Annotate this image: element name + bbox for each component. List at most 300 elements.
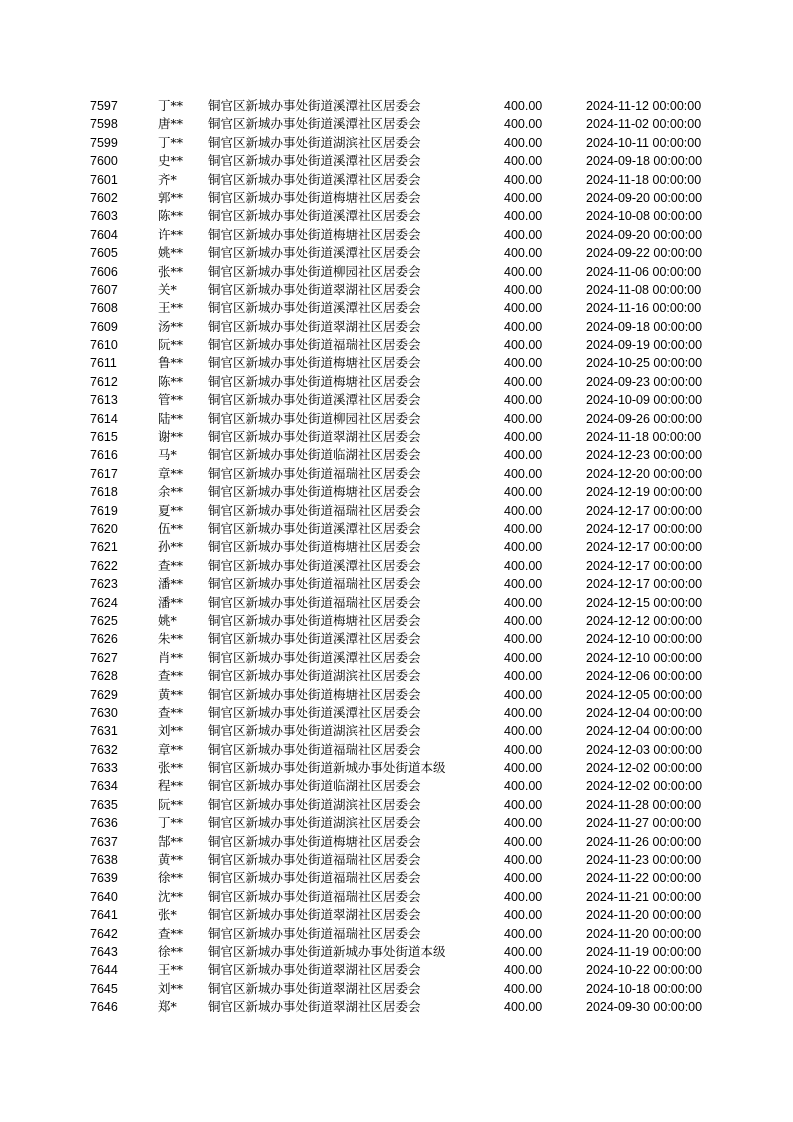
amount: 400.00 [504, 521, 543, 536]
person-name: 查** [158, 704, 184, 720]
record-id: 7608 [90, 301, 118, 316]
date-time: 2024-12-06 00:00:00 [586, 669, 703, 684]
amount: 400.00 [504, 816, 543, 831]
amount: 400.00 [504, 99, 543, 113]
table-row [0, 189, 793, 207]
organization: 铜官区新城办事处街道临湖社区居委会 [208, 447, 421, 463]
table-row [0, 152, 793, 170]
organization: 铜官区新城办事处街道翠湖社区居委会 [208, 429, 421, 445]
record-id: 7618 [90, 485, 118, 500]
organization: 铜官区新城办事处街道福瑞社区居委会 [208, 741, 421, 757]
amount: 400.00 [504, 411, 543, 426]
date-time: 2024-12-17 00:00:00 [586, 540, 703, 555]
date-time: 2024-11-20 00:00:00 [586, 908, 702, 923]
date-time: 2024-12-17 00:00:00 [586, 521, 703, 536]
table-row [0, 318, 793, 336]
amount: 400.00 [504, 209, 543, 224]
table-row [0, 244, 793, 262]
amount: 400.00 [504, 227, 543, 242]
table-row [0, 594, 793, 612]
organization: 铜官区新城办事处街道溪潭社区居委会 [208, 631, 421, 647]
organization: 铜官区新城办事处街道溪潭社区居委会 [208, 392, 421, 408]
table-row [0, 630, 793, 648]
date-time: 2024-12-04 00:00:00 [586, 705, 703, 720]
organization: 铜官区新城办事处街道梅塘社区居委会 [208, 833, 421, 849]
organization: 铜官区新城办事处街道福瑞社区居委会 [208, 888, 421, 904]
record-id: 7635 [90, 797, 118, 812]
record-id: 7645 [90, 981, 118, 996]
amount: 400.00 [504, 190, 543, 205]
table-row [0, 97, 793, 115]
date-time: 2024-09-18 00:00:00 [586, 154, 703, 169]
table-row [0, 115, 793, 133]
table-row [0, 814, 793, 832]
record-id: 7613 [90, 393, 118, 408]
amount: 400.00 [504, 595, 543, 610]
record-id: 7624 [90, 595, 118, 610]
table-row [0, 704, 793, 722]
amount: 400.00 [504, 448, 543, 463]
amount: 400.00 [504, 540, 543, 555]
table-row [0, 869, 793, 887]
date-time: 2024-11-26 00:00:00 [586, 834, 702, 849]
table-row [0, 851, 793, 869]
organization: 铜官区新城办事处街道梅塘社区居委会 [208, 355, 421, 371]
amount: 400.00 [504, 430, 543, 445]
person-name: 余** [158, 484, 184, 500]
date-time: 2024-12-10 00:00:00 [586, 632, 703, 647]
person-name: 肖** [158, 649, 184, 665]
organization: 铜官区新城办事处街道湖滨社区居委会 [208, 134, 421, 150]
amount: 400.00 [504, 724, 543, 739]
record-id: 7607 [90, 282, 118, 297]
record-id: 7620 [90, 521, 118, 536]
organization: 铜官区新城办事处街道梅塘社区居委会 [208, 539, 421, 555]
organization: 铜官区新城办事处街道翠湖社区居委会 [208, 999, 421, 1015]
date-time: 2024-11-28 00:00:00 [586, 797, 702, 812]
amount: 400.00 [504, 889, 543, 904]
organization: 铜官区新城办事处街道溪潭社区居委会 [208, 245, 421, 261]
person-name: 史** [158, 153, 184, 169]
record-id: 7640 [90, 889, 118, 904]
table-row [0, 483, 793, 501]
person-name: 姚* [158, 612, 177, 628]
date-time: 2024-10-09 00:00:00 [586, 393, 703, 408]
date-time: 2024-12-19 00:00:00 [586, 485, 703, 500]
date-time: 2024-12-02 00:00:00 [586, 761, 703, 776]
amount: 400.00 [504, 908, 543, 923]
date-time: 2024-11-21 00:00:00 [586, 889, 702, 904]
amount: 400.00 [504, 264, 543, 279]
organization: 铜官区新城办事处街道柳园社区居委会 [208, 263, 421, 279]
person-name: 王** [158, 962, 184, 978]
amount: 400.00 [504, 632, 543, 647]
organization: 铜官区新城办事处街道溪潭社区居委会 [208, 300, 421, 316]
amount: 400.00 [504, 338, 543, 353]
record-id: 7629 [90, 687, 118, 702]
person-name: 章** [158, 465, 184, 481]
person-name: 查** [158, 557, 184, 573]
date-time: 2024-12-17 00:00:00 [586, 503, 703, 518]
record-id: 7616 [90, 448, 118, 463]
organization: 铜官区新城办事处街道湖滨社区居委会 [208, 723, 421, 739]
table-row [0, 961, 793, 979]
record-id: 7622 [90, 558, 118, 573]
date-time: 2024-10-18 00:00:00 [586, 981, 703, 996]
table-row [0, 538, 793, 556]
amount: 400.00 [504, 503, 543, 518]
date-time: 2024-09-26 00:00:00 [586, 411, 703, 426]
table-row [0, 281, 793, 299]
amount: 400.00 [504, 577, 543, 592]
table-row [0, 263, 793, 281]
table-row [0, 667, 793, 685]
date-time: 2024-12-15 00:00:00 [586, 595, 703, 610]
table-row [0, 649, 793, 667]
person-name: 陈** [158, 373, 184, 389]
amount: 400.00 [504, 319, 543, 334]
record-id: 7625 [90, 613, 118, 628]
record-id: 7633 [90, 761, 118, 776]
amount: 400.00 [504, 797, 543, 812]
person-name: 张** [158, 263, 184, 279]
table-row [0, 354, 793, 372]
organization: 铜官区新城办事处街道梅塘社区居委会 [208, 612, 421, 628]
person-name: 关* [158, 281, 177, 297]
organization: 铜官区新城办事处街道溪潭社区居委会 [208, 116, 421, 132]
person-name: 齐* [158, 171, 177, 187]
date-time: 2024-12-04 00:00:00 [586, 724, 703, 739]
person-name: 黄** [158, 686, 184, 702]
table-row [0, 925, 793, 943]
organization: 铜官区新城办事处街道福瑞社区居委会 [208, 594, 421, 610]
organization: 铜官区新城办事处街道福瑞社区居委会 [208, 852, 421, 868]
organization: 铜官区新城办事处街道福瑞社区居委会 [208, 576, 421, 592]
table-row [0, 943, 793, 961]
person-name: 查** [158, 925, 184, 941]
person-name: 朱** [158, 631, 184, 647]
amount: 400.00 [504, 1000, 543, 1015]
person-name: 丁** [158, 815, 184, 831]
amount: 400.00 [504, 466, 543, 481]
person-name: 沈** [158, 888, 184, 904]
amount: 400.00 [504, 558, 543, 573]
person-name: 马* [158, 447, 177, 463]
record-id: 7606 [90, 264, 118, 279]
table-row [0, 686, 793, 704]
date-time: 2024-12-23 00:00:00 [586, 448, 703, 463]
date-time: 2024-10-25 00:00:00 [586, 356, 703, 371]
amount: 400.00 [504, 374, 543, 389]
person-name: 管** [158, 392, 184, 408]
record-id: 7604 [90, 227, 118, 242]
record-id: 7621 [90, 540, 118, 555]
table-row [0, 428, 793, 446]
amount: 400.00 [504, 485, 543, 500]
table-row [0, 998, 793, 1016]
person-name: 姚** [158, 245, 184, 261]
record-id: 7642 [90, 926, 118, 941]
record-id: 7612 [90, 374, 118, 389]
table-row [0, 373, 793, 391]
organization: 铜官区新城办事处街道溪潭社区居委会 [208, 520, 421, 536]
person-name: 谢** [158, 429, 184, 445]
organization: 铜官区新城办事处街道翠湖社区居委会 [208, 281, 421, 297]
table-row [0, 557, 793, 575]
amount: 400.00 [504, 282, 543, 297]
record-id: 7634 [90, 779, 118, 794]
record-id: 7617 [90, 466, 118, 481]
record-id: 7603 [90, 209, 118, 224]
person-name: 刘** [158, 723, 184, 739]
date-time: 2024-11-27 00:00:00 [586, 816, 702, 831]
amount: 400.00 [504, 926, 543, 941]
record-id: 7615 [90, 430, 118, 445]
date-time: 2024-09-19 00:00:00 [586, 338, 703, 353]
organization: 铜官区新城办事处街道福瑞社区居委会 [208, 337, 421, 353]
organization: 铜官区新城办事处街道新城办事处街道本级 [208, 943, 446, 959]
organization: 铜官区新城办事处街道湖滨社区居委会 [208, 668, 421, 684]
record-id: 7637 [90, 834, 118, 849]
record-id: 7614 [90, 411, 118, 426]
organization: 铜官区新城办事处街道翠湖社区居委会 [208, 962, 421, 978]
person-name: 查** [158, 668, 184, 684]
organization: 铜官区新城办事处街道临湖社区居委会 [208, 778, 421, 794]
person-name: 汤** [158, 318, 184, 334]
organization: 铜官区新城办事处街道梅塘社区居委会 [208, 686, 421, 702]
organization: 铜官区新城办事处街道梅塘社区居委会 [208, 373, 421, 389]
amount: 400.00 [504, 981, 543, 996]
organization: 铜官区新城办事处街道翠湖社区居委会 [208, 318, 421, 334]
table-row [0, 336, 793, 354]
organization: 铜官区新城办事处街道溪潭社区居委会 [208, 171, 421, 187]
record-id: 7598 [90, 117, 118, 132]
date-time: 2024-10-08 00:00:00 [586, 209, 703, 224]
organization: 铜官区新城办事处街道柳园社区居委会 [208, 410, 421, 426]
organization: 铜官区新城办事处街道福瑞社区居委会 [208, 465, 421, 481]
amount: 400.00 [504, 944, 543, 959]
table-row [0, 833, 793, 851]
record-id: 7623 [90, 577, 118, 592]
amount: 400.00 [504, 613, 543, 628]
table-row [0, 741, 793, 759]
date-time: 2024-11-22 00:00:00 [586, 871, 702, 886]
date-time: 2024-12-03 00:00:00 [586, 742, 703, 757]
table-row [0, 207, 793, 225]
amount: 400.00 [504, 117, 543, 132]
date-time: 2024-11-16 00:00:00 [586, 301, 702, 316]
date-time: 2024-09-22 00:00:00 [586, 246, 703, 261]
person-name: 许** [158, 226, 184, 242]
table-row [0, 888, 793, 906]
date-time: 2024-12-17 00:00:00 [586, 558, 703, 573]
person-name: 阮** [158, 337, 184, 353]
date-time: 2024-11-23 00:00:00 [586, 853, 702, 868]
amount: 400.00 [504, 669, 543, 684]
record-id: 7609 [90, 319, 118, 334]
person-name: 张** [158, 760, 184, 776]
record-id: 7632 [90, 742, 118, 757]
record-id: 7628 [90, 669, 118, 684]
date-time: 2024-12-10 00:00:00 [586, 650, 703, 665]
date-time: 2024-11-18 00:00:00 [586, 172, 702, 187]
date-time: 2024-12-20 00:00:00 [586, 466, 703, 481]
date-time: 2024-09-18 00:00:00 [586, 319, 703, 334]
organization: 铜官区新城办事处街道翠湖社区居委会 [208, 907, 421, 923]
person-name: 郑* [158, 999, 177, 1015]
amount: 400.00 [504, 834, 543, 849]
organization: 铜官区新城办事处街道湖滨社区居委会 [208, 796, 421, 812]
record-id: 7597 [90, 99, 118, 113]
record-id: 7627 [90, 650, 118, 665]
person-name: 徐** [158, 870, 184, 886]
date-time: 2024-09-20 00:00:00 [586, 190, 703, 205]
record-id: 7638 [90, 853, 118, 868]
table-row [0, 575, 793, 593]
person-name: 伍** [158, 520, 184, 536]
date-time: 2024-10-22 00:00:00 [586, 963, 703, 978]
organization: 铜官区新城办事处街道湖滨社区居委会 [208, 815, 421, 831]
organization: 铜官区新城办事处街道翠湖社区居委会 [208, 980, 421, 996]
amount: 400.00 [504, 393, 543, 408]
person-name: 潘** [158, 594, 184, 610]
organization: 铜官区新城办事处街道溪潭社区居委会 [208, 649, 421, 665]
person-name: 阮** [158, 796, 184, 812]
person-name: 丁** [158, 98, 184, 113]
person-name: 郜** [158, 833, 184, 849]
amount: 400.00 [504, 154, 543, 169]
person-name: 夏** [158, 502, 184, 518]
organization: 铜官区新城办事处街道福瑞社区居委会 [208, 925, 421, 941]
person-name: 孙** [158, 539, 184, 555]
amount: 400.00 [504, 742, 543, 757]
amount: 400.00 [504, 650, 543, 665]
date-time: 2024-10-11 00:00:00 [586, 135, 702, 150]
record-id: 7601 [90, 172, 118, 187]
person-name: 黄** [158, 852, 184, 868]
person-name: 徐** [158, 943, 184, 959]
amount: 400.00 [504, 172, 543, 187]
person-name: 章** [158, 741, 184, 757]
date-time: 2024-09-30 00:00:00 [586, 1000, 703, 1015]
amount: 400.00 [504, 705, 543, 720]
record-id: 7636 [90, 816, 118, 831]
record-id: 7599 [90, 135, 118, 150]
amount: 400.00 [504, 135, 543, 150]
date-time: 2024-12-12 00:00:00 [586, 613, 703, 628]
record-id: 7626 [90, 632, 118, 647]
organization: 铜官区新城办事处街道溪潭社区居委会 [208, 704, 421, 720]
date-time: 2024-11-12 00:00:00 [586, 99, 702, 113]
person-name: 程** [158, 778, 184, 794]
record-id: 7643 [90, 944, 118, 959]
organization: 铜官区新城办事处街道溪潭社区居委会 [208, 153, 421, 169]
table-row [0, 612, 793, 630]
record-id: 7619 [90, 503, 118, 518]
amount: 400.00 [504, 963, 543, 978]
amount: 400.00 [504, 356, 543, 371]
record-id: 7644 [90, 963, 118, 978]
record-id: 7605 [90, 246, 118, 261]
person-name: 丁** [158, 134, 184, 150]
person-name: 王** [158, 300, 184, 316]
organization: 铜官区新城办事处街道梅塘社区居委会 [208, 484, 421, 500]
table-row [0, 226, 793, 244]
date-time: 2024-09-20 00:00:00 [586, 227, 703, 242]
record-id: 7641 [90, 908, 118, 923]
record-id: 7631 [90, 724, 118, 739]
table-row [0, 410, 793, 428]
table-row [0, 520, 793, 538]
date-time: 2024-11-08 00:00:00 [586, 282, 702, 297]
table-row [0, 299, 793, 317]
person-name: 潘** [158, 576, 184, 592]
record-id: 7611 [90, 356, 117, 371]
date-time: 2024-12-05 00:00:00 [586, 687, 703, 702]
organization: 铜官区新城办事处街道溪潭社区居委会 [208, 557, 421, 573]
table-row [0, 980, 793, 998]
amount: 400.00 [504, 761, 543, 776]
person-name: 陈** [158, 208, 184, 224]
table-row [0, 134, 793, 152]
person-name: 鲁** [158, 355, 184, 371]
date-time: 2024-11-02 00:00:00 [586, 117, 702, 132]
table-row [0, 446, 793, 464]
organization: 铜官区新城办事处街道溪潭社区居委会 [208, 98, 421, 113]
record-id: 7639 [90, 871, 118, 886]
amount: 400.00 [504, 301, 543, 316]
record-table [0, 97, 793, 1017]
amount: 400.00 [504, 871, 543, 886]
date-time: 2024-12-17 00:00:00 [586, 577, 703, 592]
date-time: 2024-11-19 00:00:00 [586, 944, 702, 959]
table-row [0, 722, 793, 740]
organization: 铜官区新城办事处街道福瑞社区居委会 [208, 870, 421, 886]
table-row [0, 502, 793, 520]
record-id: 7610 [90, 338, 118, 353]
organization: 铜官区新城办事处街道福瑞社区居委会 [208, 502, 421, 518]
organization: 铜官区新城办事处街道梅塘社区居委会 [208, 226, 421, 242]
amount: 400.00 [504, 779, 543, 794]
date-time: 2024-11-20 00:00:00 [586, 926, 702, 941]
table-row [0, 465, 793, 483]
amount: 400.00 [504, 246, 543, 261]
record-id: 7602 [90, 190, 118, 205]
person-name: 郭** [158, 189, 184, 205]
amount: 400.00 [504, 853, 543, 868]
person-name: 唐** [158, 116, 184, 132]
table-row [0, 796, 793, 814]
organization: 铜官区新城办事处街道溪潭社区居委会 [208, 208, 421, 224]
organization: 铜官区新城办事处街道梅塘社区居委会 [208, 189, 421, 205]
date-time: 2024-12-02 00:00:00 [586, 779, 703, 794]
person-name: 刘** [158, 980, 184, 996]
record-id: 7646 [90, 1000, 118, 1015]
table-row [0, 777, 793, 795]
date-time: 2024-11-06 00:00:00 [586, 264, 702, 279]
table-row [0, 759, 793, 777]
table-row [0, 906, 793, 924]
person-name: 张* [158, 907, 177, 923]
table-row [0, 391, 793, 409]
person-name: 陆** [158, 410, 184, 426]
date-time: 2024-09-23 00:00:00 [586, 374, 703, 389]
record-id: 7630 [90, 705, 118, 720]
date-time: 2024-11-18 00:00:00 [586, 430, 702, 445]
amount: 400.00 [504, 687, 543, 702]
table-row [0, 171, 793, 189]
organization: 铜官区新城办事处街道新城办事处街道本级 [208, 760, 446, 776]
